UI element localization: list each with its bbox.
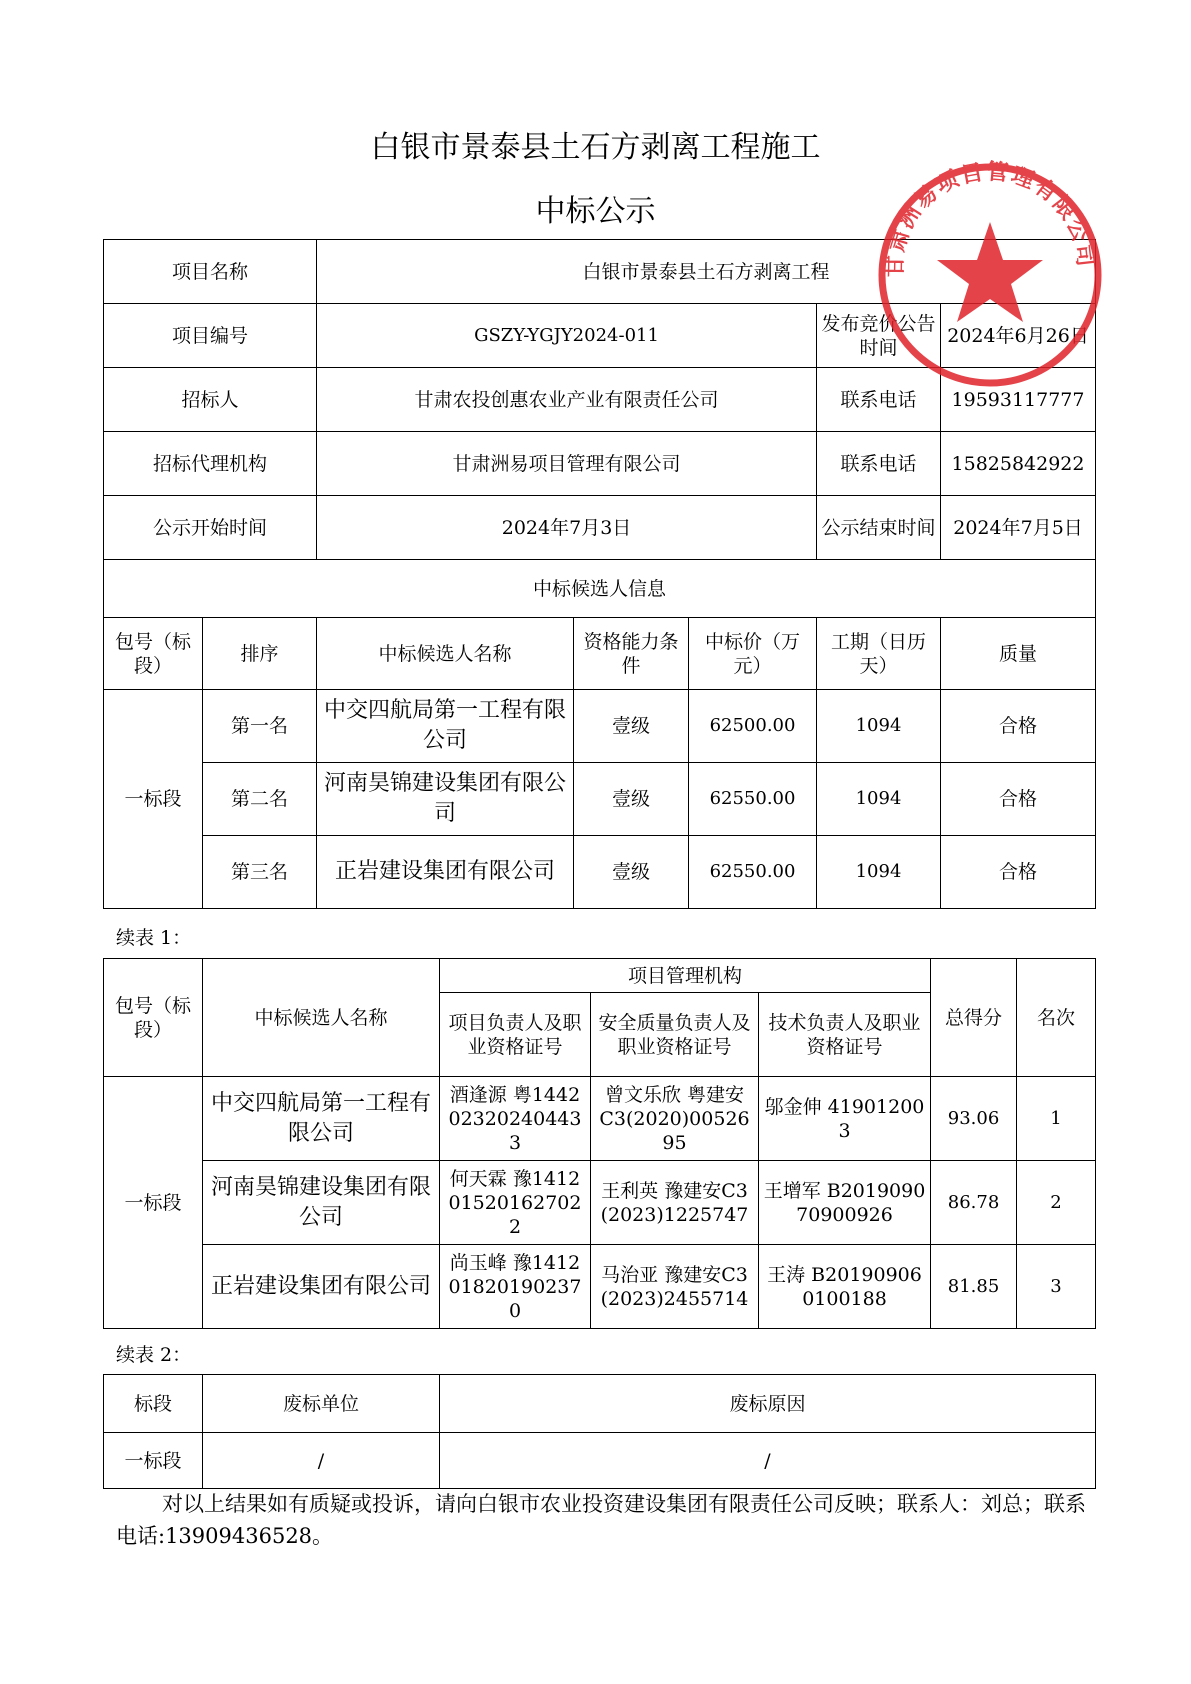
candidate-name: 河南昊锦建设集团有限公司 bbox=[317, 763, 574, 836]
price-cell: 62500.00 bbox=[689, 690, 817, 763]
safety-cell: 王利英 豫建安C3(2023)1225747 bbox=[591, 1161, 759, 1245]
qualification-cell: 壹级 bbox=[574, 836, 689, 909]
agency: 甘肃洲易项目管理有限公司 bbox=[317, 432, 817, 496]
period-cell: 1094 bbox=[817, 763, 941, 836]
col-header-section: 标段 bbox=[104, 1375, 203, 1433]
start-date-label: 公示开始时间 bbox=[104, 496, 317, 560]
document-title: 白银市景泰县土石方剥离工程施工 bbox=[370, 130, 821, 165]
col-header-org: 项目管理机构 bbox=[440, 959, 931, 993]
end-date-label: 公示结束时间 bbox=[817, 496, 941, 560]
tenderer: 甘肃农投创惠农业产业有限责任公司 bbox=[317, 368, 817, 432]
tenderer-label: 招标人 bbox=[104, 368, 317, 432]
tenderer-phone: 19593117777 bbox=[941, 368, 1096, 432]
table-row bbox=[104, 1161, 1096, 1245]
candidate-name: 正岩建设集团有限公司 bbox=[203, 1245, 440, 1329]
score-cell: 86.78 bbox=[931, 1161, 1017, 1245]
table-row bbox=[104, 690, 1096, 763]
table-row bbox=[104, 1077, 1096, 1161]
col-header-name: 中标候选人名称 bbox=[317, 618, 574, 690]
section-cell: 一标段 bbox=[104, 1433, 203, 1489]
table-row bbox=[104, 763, 1096, 836]
col-header-rank: 名次 bbox=[1017, 959, 1096, 1077]
score-cell: 81.85 bbox=[931, 1245, 1017, 1329]
quality-cell: 合格 bbox=[941, 836, 1096, 909]
col-header-price: 中标价（万元） bbox=[689, 618, 817, 690]
qualification-cell: 壹级 bbox=[574, 763, 689, 836]
tech-cell: 邬金伸 419012003 bbox=[759, 1077, 931, 1161]
col-header-section: 包号（标段） bbox=[104, 959, 203, 1077]
publish-date: 2024年6月26日 bbox=[941, 304, 1096, 368]
continued-table-1 bbox=[103, 958, 1096, 1329]
score-cell: 93.06 bbox=[931, 1077, 1017, 1161]
seal-text: 甘肃洲易项目管理有限公司 bbox=[882, 160, 1098, 278]
price-cell: 62550.00 bbox=[689, 763, 817, 836]
table-row bbox=[104, 1433, 1096, 1489]
pm-cell: 尚玉峰 豫1412018201902370 bbox=[440, 1245, 591, 1329]
continued-label-1: 续表 1： bbox=[116, 927, 192, 949]
col-header-quality: 质量 bbox=[941, 618, 1096, 690]
quality-cell: 合格 bbox=[941, 763, 1096, 836]
col-header-score: 总得分 bbox=[931, 959, 1017, 1077]
continued-label-2: 续表 2： bbox=[116, 1344, 192, 1366]
safety-cell: 曾文乐欣 粤建安 C3(2020)0052695 bbox=[591, 1077, 759, 1161]
rank-cell: 第二名 bbox=[203, 763, 317, 836]
rank-cell: 2 bbox=[1017, 1161, 1096, 1245]
official-seal bbox=[875, 160, 1105, 390]
rank-cell: 3 bbox=[1017, 1245, 1096, 1329]
table-row bbox=[104, 836, 1096, 909]
document-subtitle: 中标公示 bbox=[535, 194, 656, 229]
continued-table-2 bbox=[103, 1374, 1096, 1489]
col-header-safety: 安全质量负责人及职业资格证号 bbox=[591, 993, 759, 1077]
safety-cell: 马治亚 豫建安C3(2023)2455714 bbox=[591, 1245, 759, 1329]
pm-cell: 酒逢源 粤1442023202404433 bbox=[440, 1077, 591, 1161]
agency-label: 招标代理机构 bbox=[104, 432, 317, 496]
agency-phone: 15825842922 bbox=[941, 432, 1096, 496]
tenderer-phone-label: 联系电话 bbox=[817, 368, 941, 432]
col-header-disqualified: 废标单位 bbox=[203, 1375, 440, 1433]
candidate-name: 中交四航局第一工程有限公司 bbox=[203, 1077, 440, 1161]
candidate-name: 中交四航局第一工程有限公司 bbox=[317, 690, 574, 763]
disqualified-cell: / bbox=[203, 1433, 440, 1489]
table-row bbox=[104, 1245, 1096, 1329]
col-header-section: 包号（标段） bbox=[104, 618, 203, 690]
col-header-pm: 项目负责人及职业资格证号 bbox=[440, 993, 591, 1077]
rank-cell: 1 bbox=[1017, 1077, 1096, 1161]
publish-date-label: 发布竞价公告时间 bbox=[817, 304, 941, 368]
tech-cell: 王增军 B201909070900926 bbox=[759, 1161, 931, 1245]
rank-cell: 第三名 bbox=[203, 836, 317, 909]
price-cell: 62550.00 bbox=[689, 836, 817, 909]
section-cell: 一标段 bbox=[104, 690, 203, 909]
end-date: 2024年7月5日 bbox=[941, 496, 1096, 560]
reason-cell: / bbox=[440, 1433, 1096, 1489]
col-header-name: 中标候选人名称 bbox=[203, 959, 440, 1077]
footer-note: 对以上结果如有质疑或投诉，请向白银市农业投资建设集团有限责任公司反映；联系人：刘总；联系电话:13909436528。 bbox=[116, 1492, 1086, 1548]
col-header-rank: 排序 bbox=[203, 618, 317, 690]
agency-phone-label: 联系电话 bbox=[817, 432, 941, 496]
project-no: GSZY-YGJY2024-011 bbox=[317, 304, 817, 368]
col-header-tech: 技术负责人及职业资格证号 bbox=[759, 993, 931, 1077]
candidate-name: 河南昊锦建设集团有限公司 bbox=[203, 1161, 440, 1245]
section-cell: 一标段 bbox=[104, 1077, 203, 1329]
qualification-cell: 壹级 bbox=[574, 690, 689, 763]
project-name-label: 项目名称 bbox=[104, 240, 317, 304]
col-header-reason: 废标原因 bbox=[440, 1375, 1096, 1433]
period-cell: 1094 bbox=[817, 836, 941, 909]
col-header-qualification: 资格能力条件 bbox=[574, 618, 689, 690]
project-no-label: 项目编号 bbox=[104, 304, 317, 368]
period-cell: 1094 bbox=[817, 690, 941, 763]
col-header-period: 工期（日历天） bbox=[817, 618, 941, 690]
tech-cell: 王涛 B201909060100188 bbox=[759, 1245, 931, 1329]
start-date: 2024年7月3日 bbox=[317, 496, 817, 560]
candidate-name: 正岩建设集团有限公司 bbox=[317, 836, 574, 909]
pm-cell: 何天霖 豫1412015201627022 bbox=[440, 1161, 591, 1245]
seal-star-icon bbox=[937, 222, 1043, 322]
quality-cell: 合格 bbox=[941, 690, 1096, 763]
section-header: 中标候选人信息 bbox=[104, 560, 1096, 618]
project-name: 白银市景泰县土石方剥离工程 bbox=[317, 240, 1096, 304]
rank-cell: 第一名 bbox=[203, 690, 317, 763]
